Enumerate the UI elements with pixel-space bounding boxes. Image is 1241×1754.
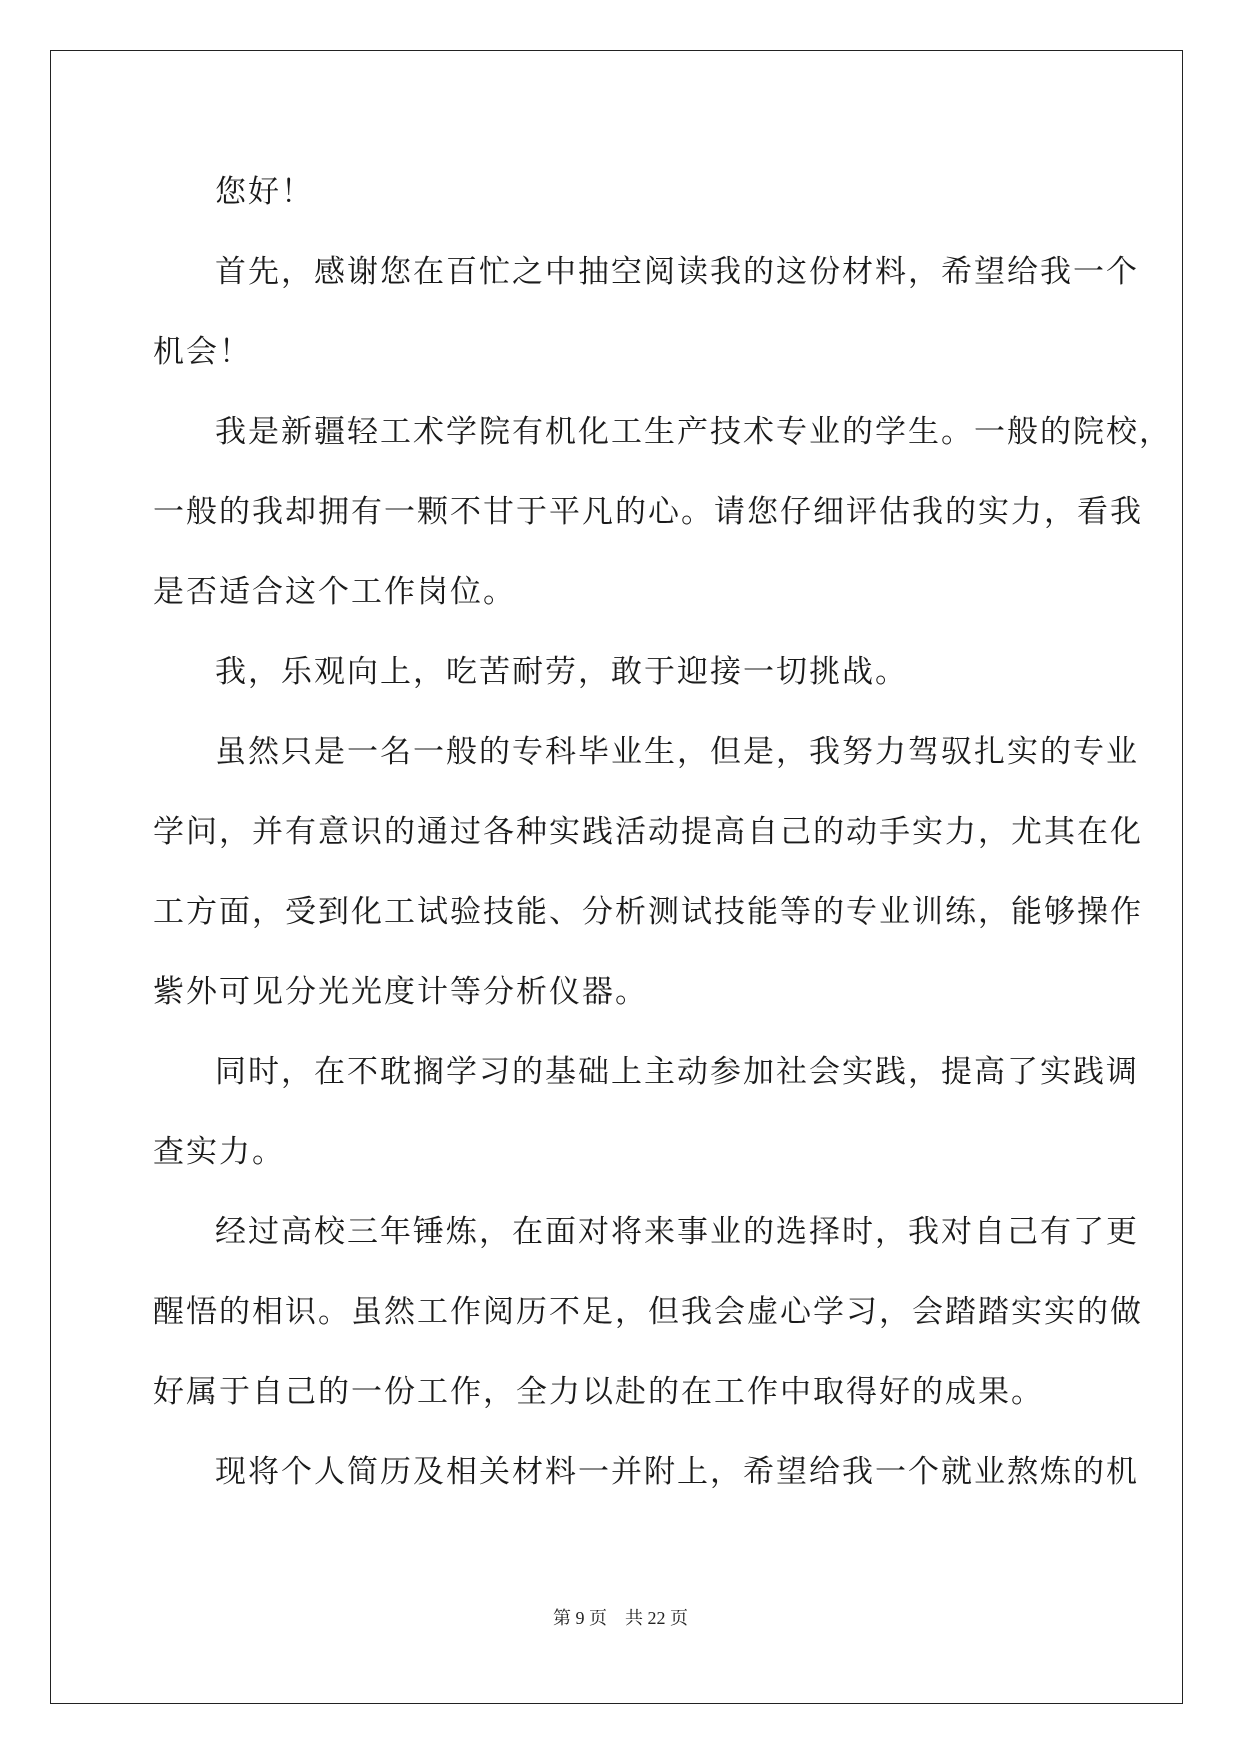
text-line: 经过高校三年锤炼，在面对将来事业的选择时，我对自己有了更 (215, 1214, 1139, 1250)
text-line: 我，乐观向上，吃苦耐劳，敢于迎接一切挑战。 (215, 654, 908, 690)
text-line: 查实力。 (153, 1134, 285, 1170)
text-line: 一般的我却拥有一颗不甘于平凡的心。请您仔细评估我的实力，看我 (153, 494, 1143, 530)
text-line: 机会！ (153, 334, 252, 370)
text-line: 是否适合这个工作岗位。 (153, 574, 516, 610)
text-line: 同时，在不耽搁学习的基础上主动参加社会实践，提高了实践调 (215, 1054, 1139, 1090)
text-line: 醒悟的相识。虽然工作阅历不足，但我会虚心学习，会踏踏实实的做 (153, 1294, 1143, 1330)
text-line: 虽然只是一名一般的专科毕业生，但是，我努力驾驭扎实的专业 (215, 734, 1139, 770)
document-body (153, 152, 1172, 1512)
page-number: 第 9 页 共 22 页 (553, 1608, 688, 1628)
text-line: 现将个人简历及相关材料一并附上，希望给我一个就业熬炼的机 (215, 1454, 1139, 1490)
text-line: 工方面，受到化工试验技能、分析测试技能等的专业训练，能够操作 (153, 894, 1143, 930)
text-line: 紫外可见分光光度计等分析仪器。 (153, 974, 648, 1010)
text-line: 首先，感谢您在百忙之中抽空阅读我的这份材料，希望给我一个 (215, 254, 1139, 290)
text-line: 我是新疆轻工术学院有机化工生产技术专业的学生。一般的院校， (215, 414, 1172, 450)
text-line: 好属于自己的一份工作，全力以赴的在工作中取得好的成果。 (153, 1374, 1044, 1410)
text-line: 学问，并有意识的通过各种实践活动提高自己的动手实力，尤其在化 (153, 814, 1143, 850)
text-line: 您好！ (215, 174, 314, 210)
